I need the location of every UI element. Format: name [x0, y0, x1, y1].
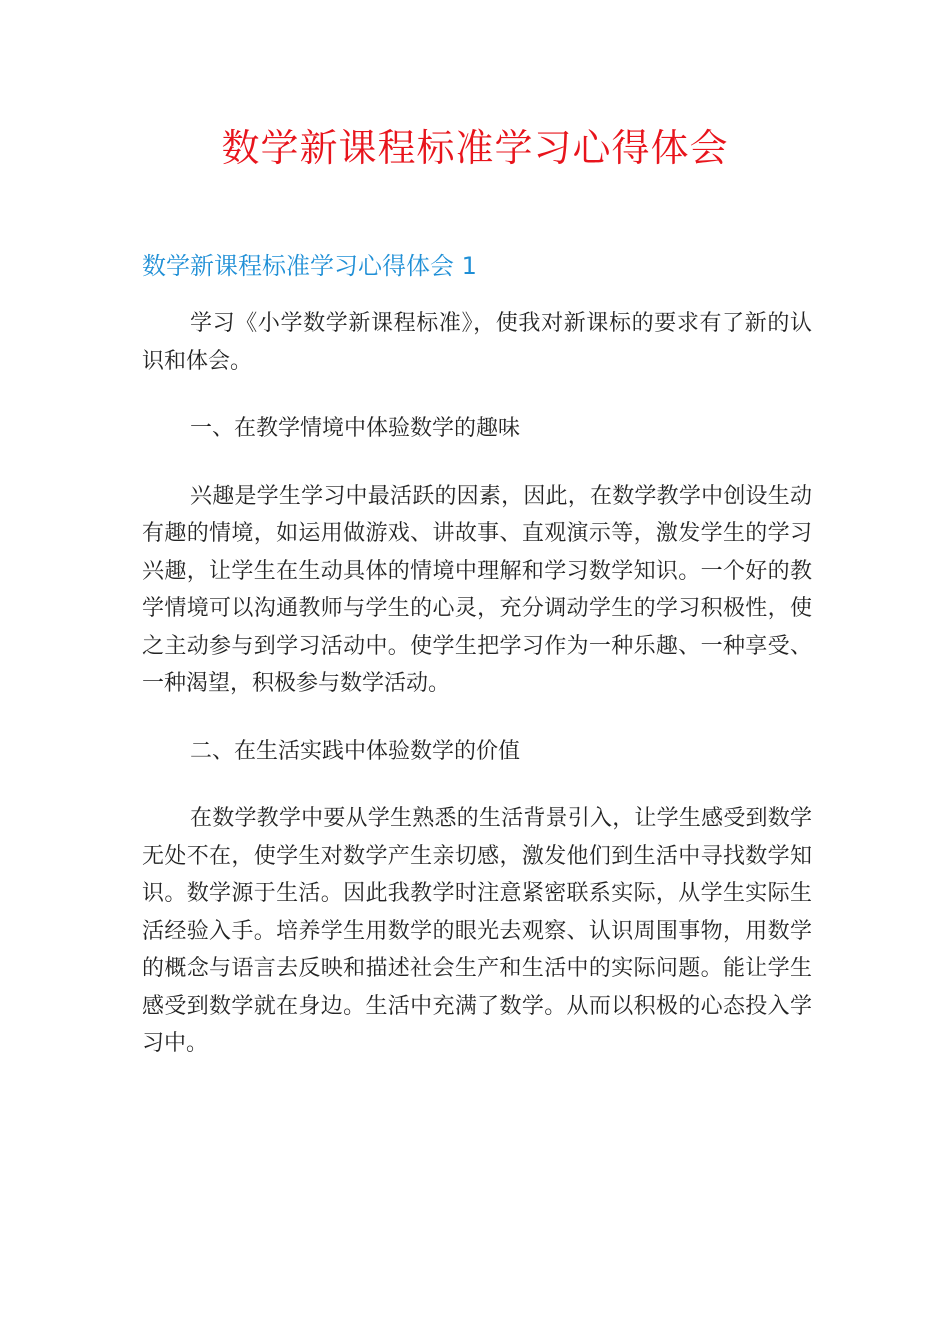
page-title: 数学新课程标准学习心得体会 — [221, 126, 729, 170]
paragraph-intro: 学习《小学数学新课程标准》，使我对新课标的要求有了新的认识和体会。 — [142, 311, 812, 374]
subheading-one: 一、在教学情境中体验数学的趣味 — [190, 416, 521, 441]
document-body — [142, 305, 812, 1093]
section-heading: 数学新课程标准学习心得体会 1 — [142, 252, 477, 280]
paragraph-interest: 兴趣是学生学习中最活跃的因素，因此，在数学教学中创设生动有趣的情境，如运用做游戏、讲故事、直观演示等，激发学生的学习兴趣，让学生在生动具体的情境中理解和学习数学知识。一个好的教学情境可以沟通教师与学生的心灵，充分调动学生的学习积极性，使之主动参与到学习活动中。使学生把学习作为一种乐趣、一种享受、一种渴望，积极参与数学活动。 — [142, 483, 812, 696]
subheading-two: 二、在生活实践中体验数学的价值 — [190, 738, 521, 764]
paragraph-life: 在数学教学中要从学生熟悉的生活背景引入，让学生感受到数学无处不在，使学生对数学产生亲切感，激发他们到生活中寻找数学知识。数学源于生活。因此我教学时注意紧密联系实际，从学生实际生活经验入手。培养学生用数学的眼光去观察、认识周围事物，用数学的概念与语言去反映和描述社会生产和生活中的实际问题。能让学生感受到数学就在身边。生活中充满了数学。从而以积极的心态投入学习中。 — [142, 806, 812, 1056]
